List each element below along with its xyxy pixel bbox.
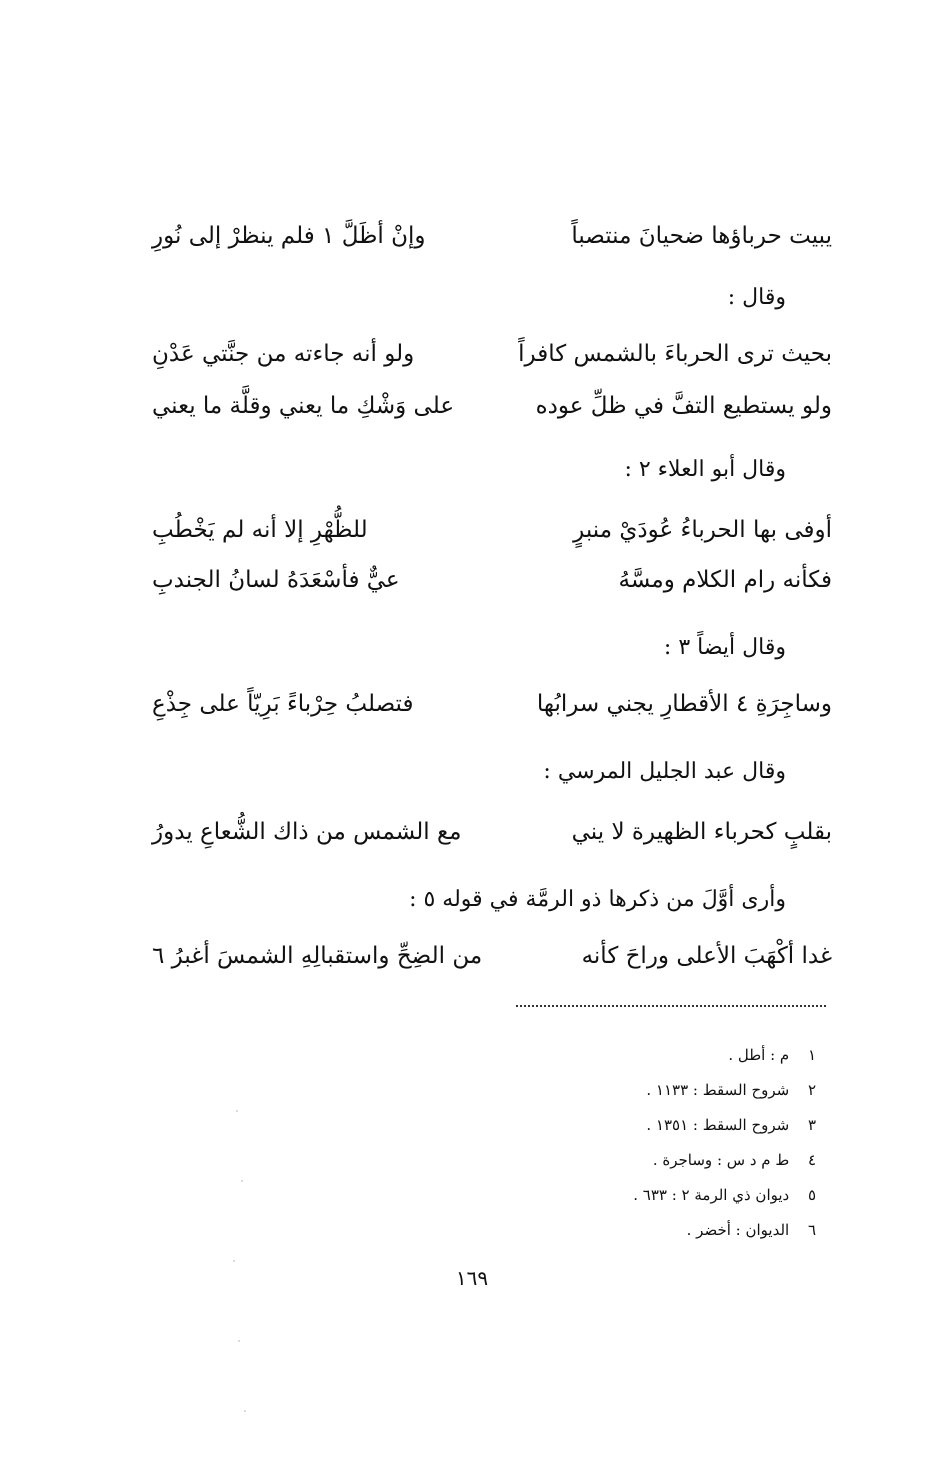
footnote-text: م : أطل .: [728, 1046, 790, 1064]
footnote-text: شروح السقط : ١١٣٣ .: [646, 1081, 790, 1099]
footnote-text: ديوان ذي الرمة ٢ : ٦٣٣ .: [633, 1186, 790, 1204]
footnote-number: ٥: [807, 1186, 816, 1204]
verse-hemistich-second: على وَشْكِ ما يعني وقلَّة ما يعني: [152, 393, 455, 419]
verse-line: [152, 332, 832, 376]
verse-line: [152, 558, 832, 602]
footnote: [476, 1108, 816, 1143]
verse-intro: وقال أبو العلاء ٢ :: [624, 457, 786, 482]
verse-line: [152, 682, 832, 726]
verse-line: [152, 934, 832, 978]
page-number: ١٦٩: [455, 1266, 489, 1290]
verse-hemistich-first: بحيث ترى الحرباءَ بالشمس كافراً: [518, 341, 832, 367]
verse-intro: وقال عبد الجليل المرسي :: [543, 759, 786, 784]
verse-hemistich-first: غدا أكْهَبَ الأعلى وراحَ كأنه: [581, 943, 832, 969]
scan-speck: [244, 1410, 246, 1412]
verse-hemistich-first: بقلبٍ كحرباء الظهيرة لا يني: [571, 819, 832, 845]
scan-speck: [241, 1180, 243, 1182]
verse-hemistich-second: عيٌّ فأسْعَدَهُ لسانُ الجندبِ: [152, 567, 400, 593]
footnote-text: ط م د س : وساجرة .: [652, 1151, 790, 1169]
verse-hemistich-first: ولو يستطيع التفَّ في ظلِّ عوده: [535, 393, 832, 419]
verse-line: [152, 384, 832, 428]
scan-speck: [236, 1110, 238, 1112]
verse-hemistich-first: يبيت حرباؤها ضحيانَ منتصباً: [571, 223, 832, 249]
footnote-separator: [516, 1005, 826, 1007]
footnote-number: ٤: [807, 1151, 816, 1169]
verse-hemistich-second: فتصلبُ حِرْباءً بَرِيّاً على جِذْعِ: [152, 691, 414, 717]
footnote: [476, 1038, 816, 1073]
verse-line: [152, 810, 832, 854]
verse-intro: وقال أيضاً ٣ :: [663, 635, 786, 660]
footnote-text: الديوان : أخضر .: [686, 1221, 790, 1239]
verse-hemistich-second: وإنْ أظَلَّ ١ فلم ينظرْ إلى نُورِ: [152, 223, 426, 249]
footnote-number: ٦: [807, 1221, 816, 1239]
scan-speck: [238, 1340, 240, 1342]
verse-hemistich-second: للظُّهْرِ إلا أنه لم يَخْطُبِ: [152, 517, 368, 543]
footnote: [476, 1143, 816, 1178]
verse-line: [152, 508, 832, 552]
footnote-text: شروح السقط : ١٣٥١ .: [646, 1116, 790, 1134]
footnotes: [476, 1038, 816, 1248]
footnote-number: ٢: [807, 1081, 816, 1099]
verse-hemistich-first: أوفى بها الحرباءُ عُودَيْ منبرٍ: [573, 517, 832, 543]
verse-hemistich-second: مع الشمس من ذاك الشُّعاعِ يدورُ: [152, 819, 462, 845]
verse-intro: وقال :: [727, 285, 786, 310]
verse-line: [152, 214, 832, 258]
verse-hemistich-first: فكأنه رام الكلام ومسَّهُ: [618, 567, 832, 593]
verse-hemistich-second: من الضِحِّ واستقبالِهِ الشمسَ أغبرُ ٦: [152, 943, 483, 969]
footnote: [476, 1178, 816, 1213]
verse-hemistich-second: ولو أنه جاءته من جنَّتي عَدْنِ: [152, 341, 415, 367]
scan-speck: [233, 1260, 235, 1262]
footnote-number: ١: [807, 1046, 816, 1064]
footnote-number: ٣: [807, 1116, 816, 1134]
footnote: [476, 1073, 816, 1108]
verse-intro: وأرى أوَّلَ من ذكرها ذو الرمَّة في قوله ٥ :: [409, 887, 786, 912]
verse-hemistich-first: وساجِرَةِ ٤ الأقطارِ يجني سرابُها: [536, 691, 832, 717]
footnote: [476, 1213, 816, 1248]
